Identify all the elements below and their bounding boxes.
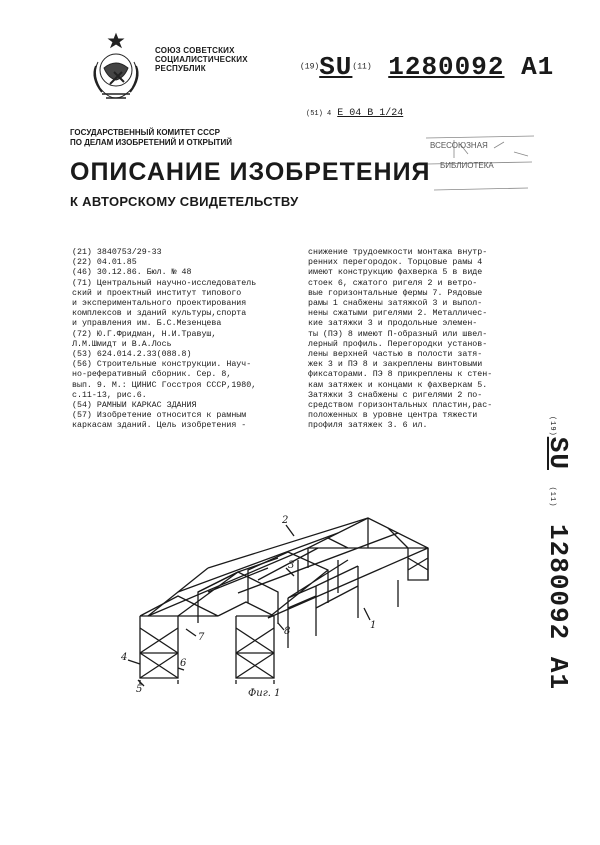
abstract-line: положенных в уровне центра тяжести [308, 411, 478, 421]
abstract-line: рамы 1 снабжены затяжкой 3 и выпол- [308, 299, 483, 309]
ussr-emblem [88, 32, 144, 104]
callout-7: 7 [198, 632, 205, 643]
biblio-line: (56) Строительные конструкции. Науч- [72, 360, 252, 370]
biblio-line: каркасам зданий. Цель изобретения - [72, 421, 247, 431]
abstract-line: ты (ПЭ) 8 имеют П-образный или швел- [308, 329, 488, 339]
biblio-line: (46) 30.12.86. Бюл. № 48 [72, 268, 192, 278]
patent-no: 1280092 [388, 52, 505, 82]
abstract-line: стоек 6, сжатого ригеля 2 и ветро- [308, 278, 478, 288]
inid-code-19: (19) [548, 415, 556, 437]
abstract-line: лены верхней частью в полости затя- [308, 350, 483, 360]
biblio-line: (57) Изобретение относится к рамным [72, 411, 247, 421]
org-line: СОЦИАЛИСТИЧЕСКИХ [155, 55, 248, 64]
abstract-line: лерный профиль. Перегородки установ- [308, 339, 488, 349]
inid-code-11: (11) [352, 62, 372, 72]
stamp-line: БИБЛИОТЕКА [440, 161, 494, 170]
org-line: РЕСПУБЛИК [155, 64, 206, 73]
biblio-line: ский и проектный институт типового [72, 288, 242, 298]
abstract-line: снижение трудоемкости монтажа внутр- [308, 248, 488, 257]
frame-drawing [118, 508, 438, 698]
biblio-line: но-реферативный сборник. Сер. 8, [72, 370, 232, 380]
biblio-line: (72) Ю.Г.Фридман, Н.И.Травуш, [72, 329, 217, 339]
patent-number [300, 52, 554, 82]
committee-line: ПО ДЕЛАМ ИЗОБРЕТЕНИЙ И ОТКРЫТИЙ [70, 138, 233, 147]
patent-kind: A1 [543, 656, 573, 691]
abstract-line: вые горизонтальные фермы 7. Рядовые [308, 288, 483, 298]
abstract-line: кие затяжки 3 и продольные элемен- [308, 319, 478, 329]
ipc-classification [306, 108, 403, 119]
biblio-line: комплексов и зданий культуры,спорта [72, 309, 247, 319]
biblio-line: (53) 624.014.2.33(088.8) [72, 350, 192, 360]
callout-4: 4 [121, 652, 128, 663]
abstract-line: ренних перегородок. Торцовые рамы 4 [308, 258, 483, 268]
abstract-line: средством горизонтальных пластин,рас- [308, 401, 493, 411]
abstract-line: профиля затяжек 3. 6 ил. [308, 421, 428, 431]
biblio-line: (71) Центральный научно-исследователь [72, 278, 257, 288]
biblio-line: Л.М.Шмидт и В.А.Лось [72, 339, 172, 349]
callout-8: 8 [284, 626, 291, 637]
figure-caption: Фиг. 1 [248, 688, 281, 699]
country-code: SU [543, 436, 573, 470]
biblio-line: (21) 3840753/29-33 [72, 248, 162, 257]
org-name [155, 46, 248, 73]
org-line: СОЮЗ СОВЕТСКИХ [155, 46, 235, 55]
country-code: SU [319, 52, 353, 82]
callout-5: 5 [136, 684, 143, 695]
stamp-text [430, 136, 494, 176]
abstract [308, 248, 534, 432]
biblio-line: с.11-13, рис.6. [72, 390, 147, 400]
biblio-line: (22) 04.01.85 [72, 258, 137, 268]
abstract-line: имеют конструкцию фахверка 5 в виде [308, 268, 483, 278]
bibliographic-data [72, 248, 300, 432]
vertical-patent-number [534, 415, 582, 691]
committee-line: ГОСУДАРСТВЕННЫЙ КОМИТЕТ СССР [70, 128, 220, 137]
document-subtitle: К АВТОРСКОМУ СВИДЕТЕЛЬСТВУ [70, 194, 299, 209]
callout-3: 3 [288, 560, 295, 571]
biblio-line: и управления им. Б.С.Мезенцева [72, 319, 222, 329]
stamp-line: ВСЕСОЮЗНАЯ [430, 141, 488, 150]
callout-1: 1 [370, 620, 377, 631]
abstract-line: нены сжатыми ригелями 2. Металличес- [308, 309, 488, 319]
abstract-line: жек 3 и ПЭ 8 и закреплены винтовыми [308, 360, 483, 370]
inid-code-51: (51) 4 [306, 110, 332, 118]
biblio-line: вып. 9. М.: ЦИНИС Госстроя СССР,1980, [72, 380, 257, 390]
patent-kind: A1 [521, 52, 555, 82]
ipc-class: E 04 B 1/24 [337, 108, 404, 119]
document-title: ОПИСАНИЕ ИЗОБРЕТЕНИЯ [70, 158, 431, 186]
patent-no: 1280092 [543, 524, 573, 641]
committee-name [70, 128, 232, 148]
callout-6: 6 [180, 658, 187, 669]
inid-code-19: (19) [300, 62, 320, 72]
callout-2: 2 [282, 515, 289, 526]
abstract-line: фиксаторами. ПЭ 8 прикреплены к стен- [308, 370, 493, 380]
abstract-line: кам затяжек и концами к фахверкам 5. [308, 380, 488, 390]
inid-code-11: (11) [548, 486, 556, 508]
biblio-line: и экспериментального проектирования [72, 299, 247, 309]
biblio-line: (54) РАМНЫЙ КАРКАС ЗДАНИЯ [72, 401, 197, 411]
abstract-line: Затяжки 3 снабжены с ригелями 2 по- [308, 390, 483, 400]
